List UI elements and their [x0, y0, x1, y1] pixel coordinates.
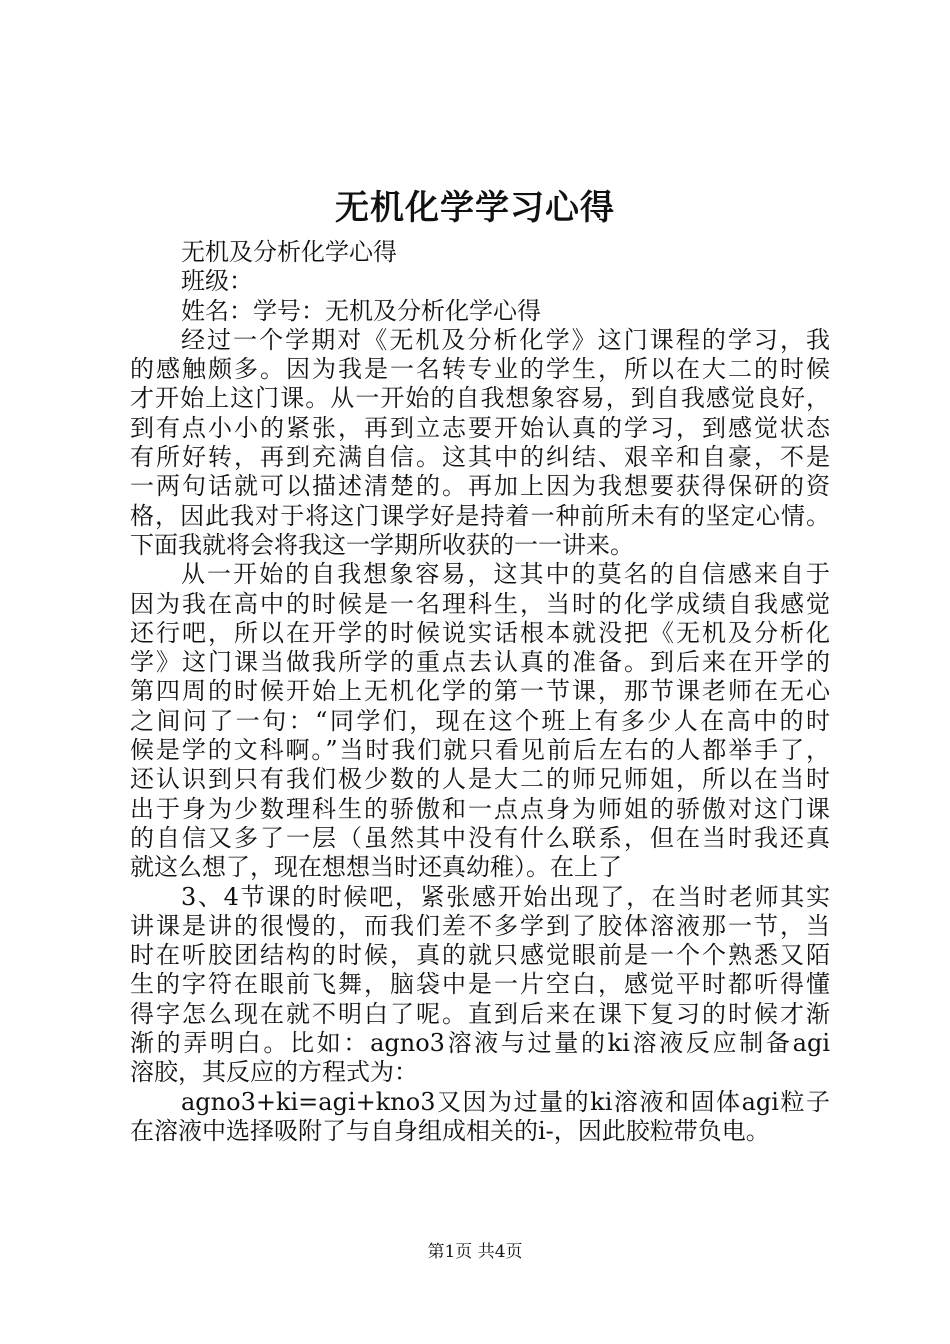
header-line: 无机及分析化学心得 [181, 238, 397, 266]
page-footer: 第1页 共4页 [427, 1242, 523, 1262]
text-line: 到有点小小的紧张，再到立志要开始认真的学习，到感觉状态 [130, 413, 830, 442]
paragraph [130, 883, 830, 1088]
text-line: 因为我在高中的时候是一名理科生，当时的化学成绩自我感觉 [130, 589, 830, 618]
text-line: 3、4节课的时候吧，紧张感开始出现了，在当时老师其实 [181, 882, 830, 911]
text-line: 之间问了一句：“同学们，现在这个班上有多少人在高中的时 [130, 706, 830, 735]
paragraph [130, 560, 830, 882]
text-line: 一两句话就可以描述清楚的。再加上因为我想要获得保研的资 [130, 472, 830, 501]
text-line: 渐的弄明白。比如：agno3溶液与过量的ki溶液反应制备agi [130, 1029, 830, 1058]
text-line: 还行吧，所以在开学的时候说实话根本就没把《无机及分析化 [130, 618, 830, 647]
text-line: 经过一个学期对《无机及分析化学》这门课程的学习，我 [181, 325, 830, 354]
text-line: 出于身为少数理科生的骄傲和一点点身为师姐的骄傲对这门课 [130, 794, 830, 823]
text-line: 下面我就将会将我这一学期所收获的一一讲来。 [130, 530, 634, 559]
document-title: 无机化学学习心得 [335, 188, 615, 228]
text-line: 就这么想了，现在想想当时还真幼稚）。在上了 [130, 853, 622, 882]
text-line: 还认识到只有我们极少数的人是大二的师兄师姐，所以在当时 [130, 765, 830, 794]
text-line: agno3+ki=agi+kno3又因为过量的ki溶液和固体agi粒子 [181, 1087, 830, 1116]
header-line: 姓名：学号：无机及分析化学心得 [181, 296, 541, 325]
paragraph [130, 326, 830, 560]
text-line: 才开始上这门课。从一开始的自我想象容易，到自我感觉良好， [130, 384, 830, 413]
text-line: 时在听胶团结构的时候，真的就只感觉眼前是一个个熟悉又陌 [130, 941, 830, 970]
text-line: 有所好转，再到充满自信。这其中的纠结、艰辛和自豪，不是 [130, 443, 830, 472]
text-line: 从一开始的自我想象容易，这其中的莫名的自信感来自于 [181, 560, 830, 589]
text-line: 得字怎么现在就不明白了呢。直到后来在课下复习的时候才渐 [130, 999, 830, 1028]
document-body [130, 238, 830, 1146]
header-line: 班级： [181, 267, 253, 296]
text-line: 溶胶，其反应的方程式为： [130, 1058, 418, 1087]
text-line: 第四周的时候开始上无机化学的第一节课，那节课老师在无心 [130, 677, 830, 706]
text-line: 候是学的文科啊。”当时我们就只看见前后左右的人都举手了， [130, 736, 830, 765]
text-line: 在溶液中选择吸附了与自身组成相关的i-，因此胶粒带负电。 [130, 1116, 770, 1145]
text-line: 格，因此我对于将这门课学好是持着一种前所未有的坚定心情。 [130, 501, 830, 530]
paragraph [130, 1088, 830, 1147]
text-line: 学》这门课当做我所学的重点去认真的准备。到后来在开学的 [130, 648, 830, 677]
text-line: 的感触颇多。因为我是一名转专业的学生，所以在大二的时候 [130, 355, 830, 384]
text-line: 讲课是讲的很慢的，而我们差不多学到了胶体溶液那一节，当 [130, 911, 830, 940]
text-line: 的自信又多了一层（虽然其中没有什么联系，但在当时我还真 [130, 823, 830, 852]
text-line: 生的字符在眼前飞舞，脑袋中是一片空白，感觉平时都听得懂 [130, 970, 830, 999]
